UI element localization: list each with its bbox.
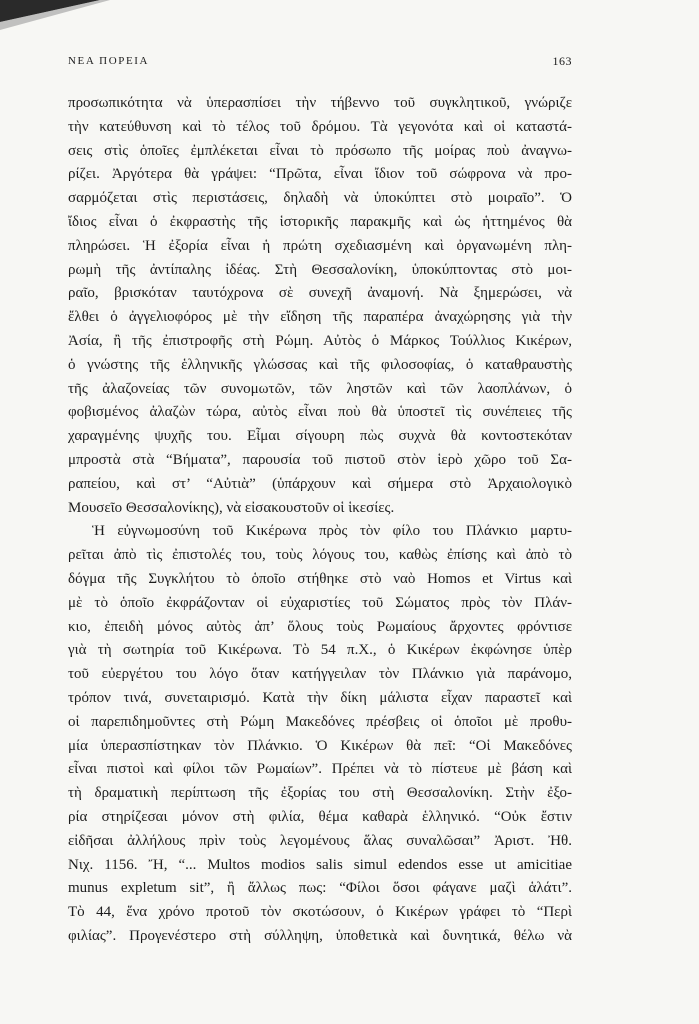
text-line: ἴδιος εἶναι ὁ ἐκφραστὴς τῆς ἱστορικῆς παρακμῆς καὶ ὡς ἡττημένος θὰ [68,213,572,230]
text-line: ρία στηρίζεσαι μόνον στὴ φιλία, θέμα καθαρὰ ἑλληνικό. “Οὐκ ἔστιν [68,808,572,825]
text-line: κιο, ἐπειδὴ μόνος αὐτὸς ἀπ’ ὅλους τοὺς Ρωμαίους ἄρχοντες φρόντισε [68,618,572,635]
text-line: ὁ γνώστης τῆς ἑλληνικῆς γλώσσας καὶ τῆς φιλοσοφίας, ὁ καταθραυστὴς [68,356,572,373]
text-line: τοῦ εὐεργέτου του λόγο ὅταν κατήγγειλαν τὸν Πλάνκιο γιὰ παράνομο, [68,666,572,683]
text-line: σαρμόζεται στὶς περιστάσεις, δηλαδὴ νὰ ὑποκύπτει στὸ μοιραῖο”. Ὁ [68,190,572,207]
text-line: ραῖο, βρισκόταν ταυτόχρονα σὲ συνεχῆ ἀναμονή. Νὰ ξημερώσει, νὰ [68,285,572,302]
text-line: μπροστὰ στὰ “Βήματα”, παρουσία τοῦ πιστοῦ στὸν ἱερὸ χῶρο τοῦ Σα- [68,451,572,468]
text-line: τὴν κατεύθυνση καὶ τὸ τέλος τοῦ δρόμου. Τὰ γεγονότα καὶ οἱ καταστά- [68,118,572,135]
running-title: ΝΕΑ ΠΟΡΕΙΑ [68,55,150,67]
text-line: τρόπον τινά, συνεταιρισμό. Κατὰ τὴν δίκη μάλιστα εἶχαν παραστεῖ καὶ [68,689,572,706]
text-line: γιὰ τὴ σωτηρία τοῦ Κικέρωνα. Τὸ 54 π.Χ., ὁ Κικέρων ἐκφώνησε ὑπὲρ [68,642,572,659]
text-line: Ἡ εὐγνωμοσύνη τοῦ Κικέρωνα πρὸς τὸν φίλο του Πλάνκιο μαρτυ- [92,523,572,540]
text-line: πληρώσει. Ἡ ἐξορία εἶναι ἡ πρώτη σχεδιασμένη καὶ ὀργανωμένη πλη- [68,237,572,254]
text-line: ἔλθει ὁ ἀγγελιοφόρος μὲ τὴν εἴδηση τῆς παραπέρα ἀναχώρησης γιὰ τὴν [68,309,572,326]
text-line: μὲ τὸ ὁποῖο ἐκφράζονταν οἱ εὐχαριστίες τοῦ Σώματος πρὸς τὸν Πλάν- [68,594,572,611]
text-line: προσωπικότητα νὰ ὑπερασπίσει τὴν τήβεννο τοῦ συγκλητικοῦ, γνώριζε [68,95,572,111]
text-line: ρεῖται ἀπὸ τὶς ἐπιστολές του, τοὺς λόγους του, καθὼς ἐπίσης καὶ ἀπὸ τὸ [68,547,572,564]
scan-edge-shadow [0,0,110,30]
text-line: σεις στὶς ὁποῖες ἐμπλέκεται εἶναι τὸ πρόσωπο τῆς μοίρας ποὺ ἀναγνω- [68,142,572,159]
text-line: munus expletum sit”, ἢ ἄλλως πως: “Φίλοι ὅσοι φάγανε μαζὶ ἁλάτι”. [68,880,572,897]
text-line: Ἀσία, ἢ τῆς ἐπιστροφῆς στὴ Ρώμη. Αὐτὸς ὁ Μάρκος Τούλλιος Κικέρων, [68,332,572,349]
text-line: Νιχ. 1156. Ἤ, “... Multos modios salis simul edendos esse ut amicitiae [68,856,572,873]
text-line: ραπείου, καὶ στ’ “Αὐτιὰ” (ὑπάρχουν καὶ σήμερα στὸ Ἀρχαιολογικὸ [68,475,572,492]
text-line: τῆς ἀλαζονείας τῶν συνομωτῶν, τῶν ληστῶν καὶ τῶν λαοπλάνων, ὁ [68,380,572,397]
paragraph-2 [68,520,572,948]
paragraph-1 [68,92,572,520]
text-line: χαραγμένης ψυχῆς του. Εἶμαι σίγουρη πὼς συχνὰ θὰ κοντοστεκόταν [68,428,572,445]
text-line: δόγμα τῆς Συγκλήτου τὸ ὁποῖο στήθηκε στὸ ναὸ Homos et Virtus καὶ [68,570,572,587]
text-line: εἰδῆσαι ἀλλήλους πρὶν τοὺς λεγομένους ἅλας συναλῶσαι” Ἀριστ. Ἠθ. [68,832,572,849]
body-text [68,92,572,949]
text-line: φιλίας”. Προγενέστερο στὴ σύλληψη, ὑποθετικὰ καὶ δυνητικά, θέλω νὰ [68,927,572,944]
page-number: 163 [552,54,572,68]
text-line: οἱ παρεπιδημοῦντες στὴ Ρώμη Μακεδόνες πρέσβεις οἱ ὁποῖοι μὲ προθυ- [68,713,572,730]
text-line: εἶναι πιστοὶ καὶ φίλοι τῶν Ρωμαίων”. Πρέπει νὰ τὸ πίστευε μὲ βάση καὶ [68,761,572,778]
text-line: μία ὑπερασπίστηκαν τὸν Πλάνκιο. Ὁ Κικέρων θὰ πεῖ: “Οἱ Μακεδόνες [68,737,572,754]
text-line: Μουσεῖο Θεσσαλονίκης), νὰ εἰσακουστοῦν οἱ ἱκεσίες. [68,499,395,516]
text-line: Τὸ 44, ἕνα χρόνο προτοῦ τὸν σκοτώσουν, ὁ Κικέρων γράφει τὸ “Περὶ [68,904,572,921]
text-line: τὴ δραματικὴ περίπτωση τῆς ἐξορίας του στὴ Θεσσαλονίκη. Στὴν ἐξο- [68,785,572,802]
text-line: φοβισμένος ἀλαζὼν τώρα, αὐτὸς εἶναι ποὺ θὰ ὑποστεῖ τὶς συνέπειες τῆς [68,404,572,421]
text-line: ρίζει. Ἀργότερα θὰ γράψει: “Πρῶτα, εἶναι ἴδιον τοῦ σώφρονα νὰ προ- [68,166,572,183]
text-line: ρωμὴ τῆς ἀντίπαλης ἰδέας. Στὴ Θεσσαλονίκη, ὑποκύπτοντας στὸ μοι- [68,261,572,278]
